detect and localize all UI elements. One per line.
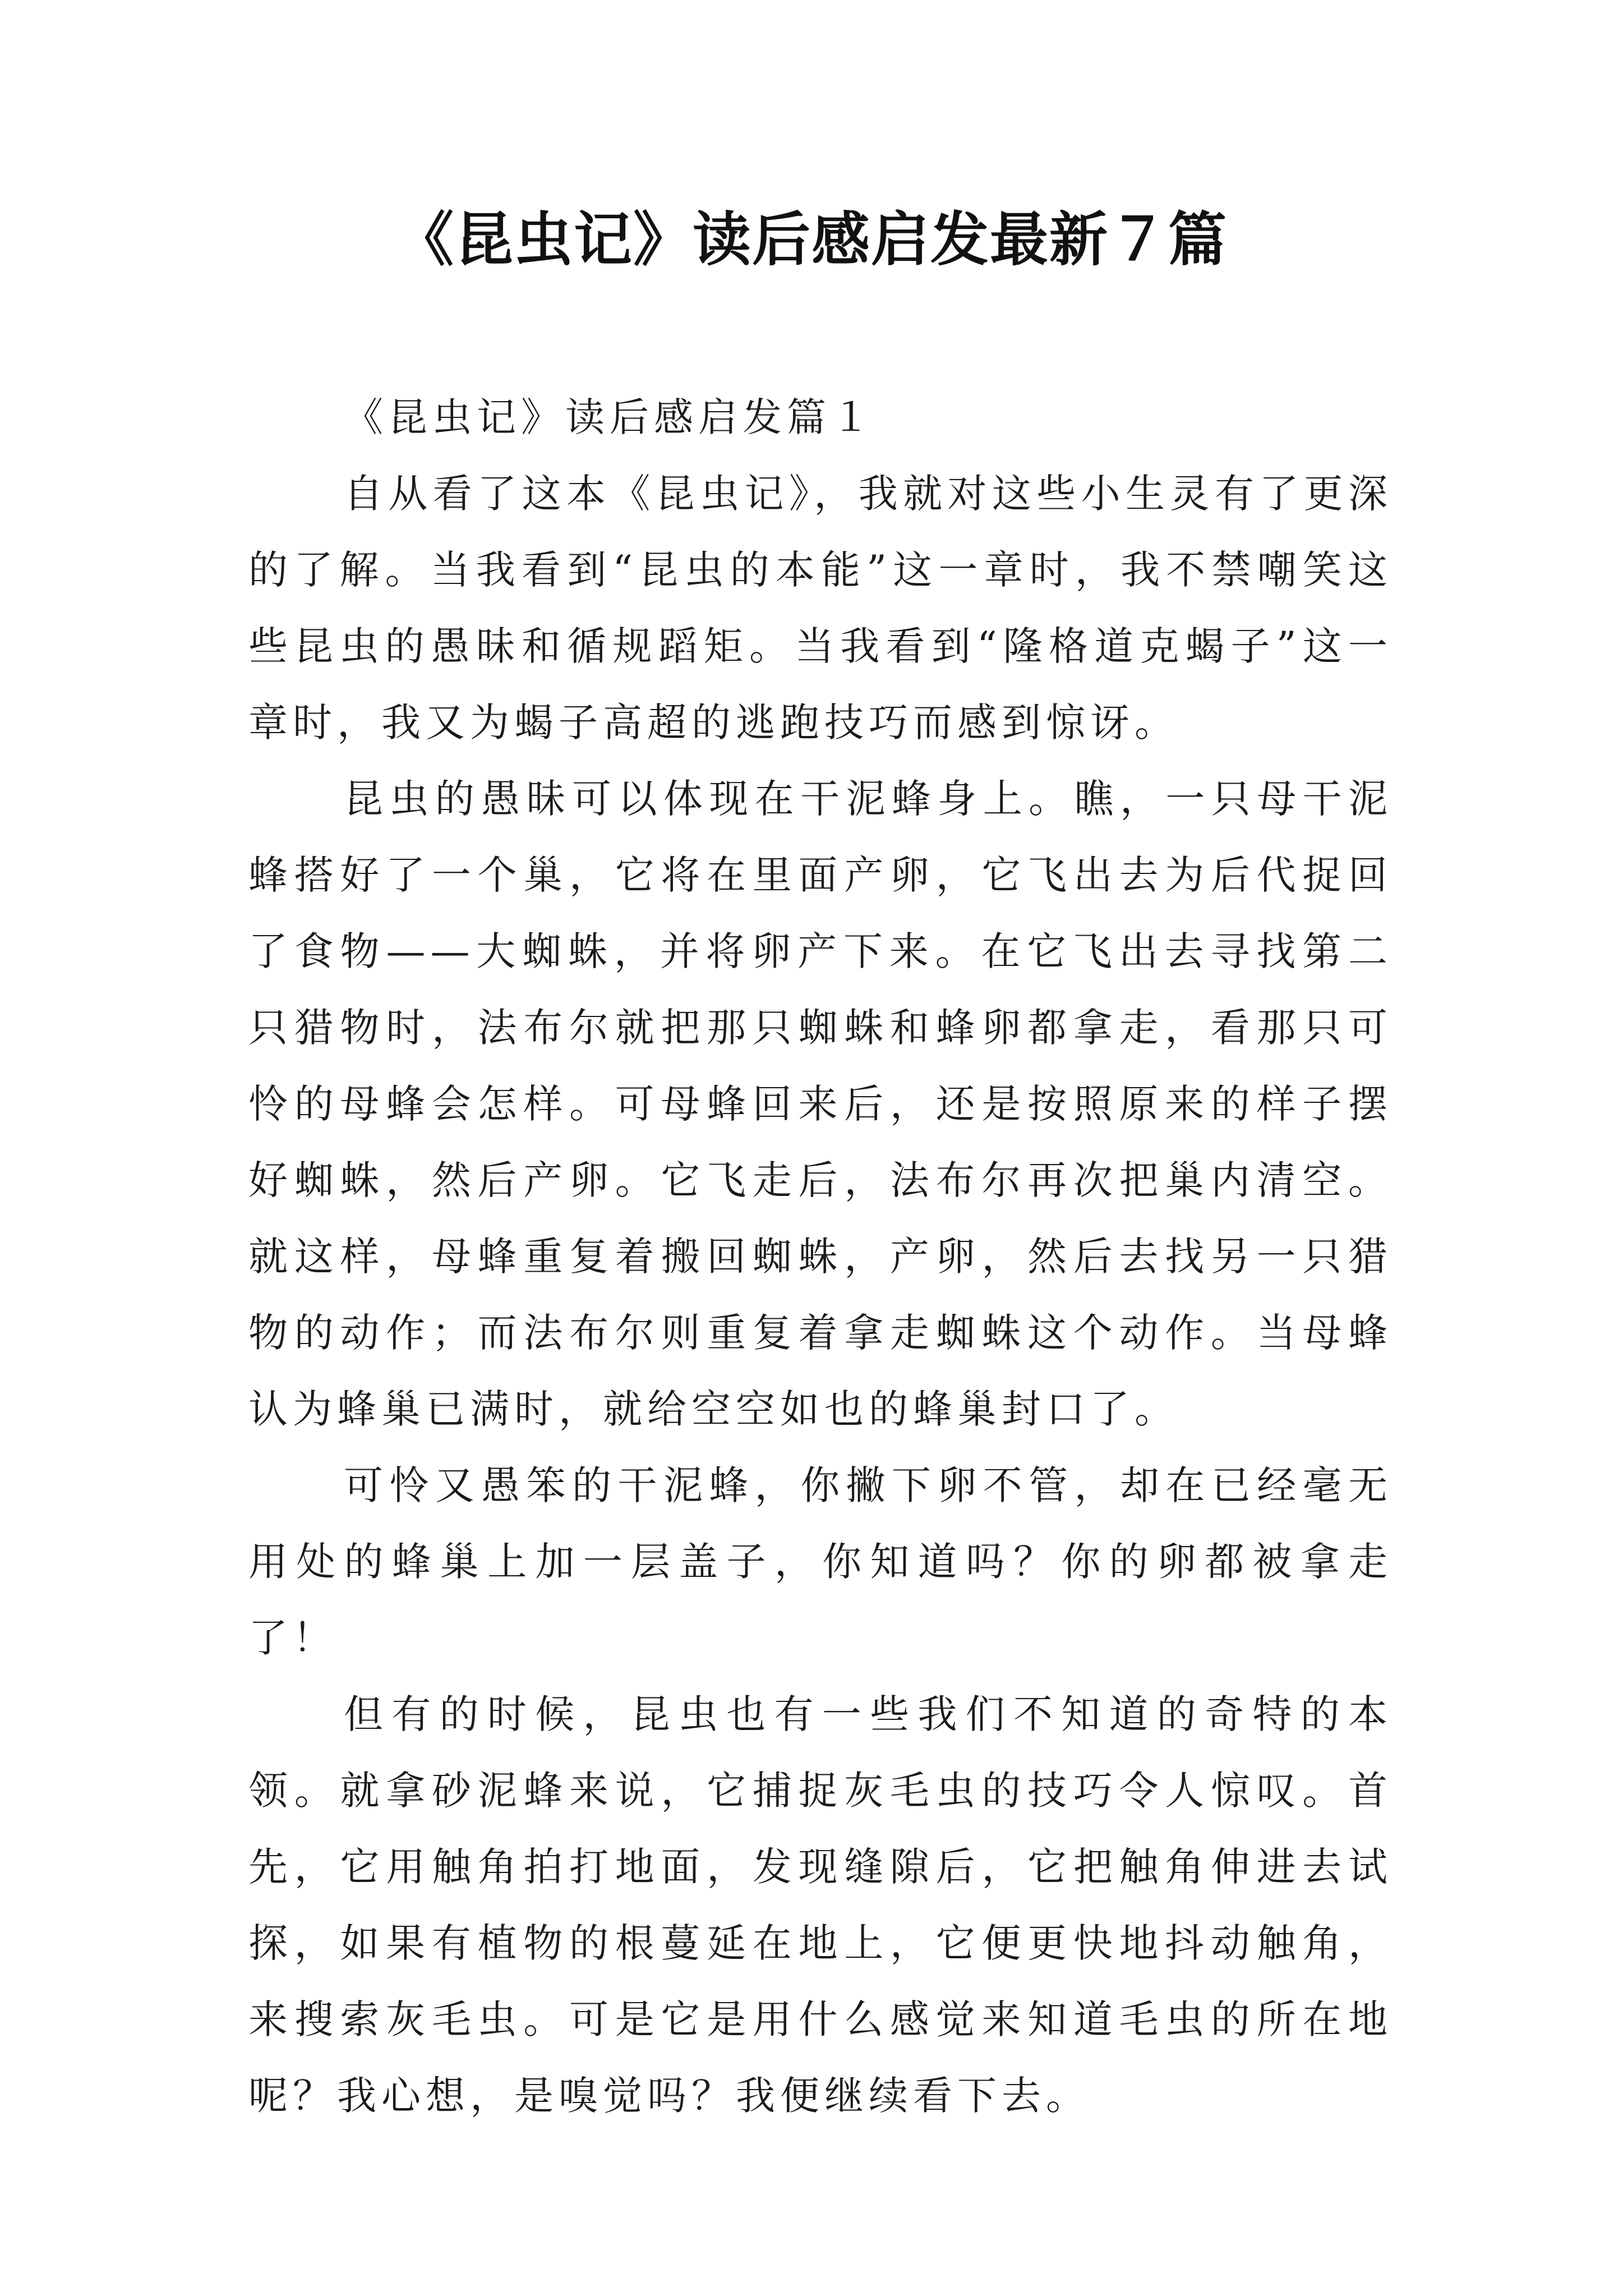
paragraph: 可怜又愚笨的干泥蜂，你撇下卵不管，却在已经毫无用处的蜂巢上加一层盖子，你知道吗？你的卵都被拿走了！ bbox=[248, 1462, 1393, 1661]
paragraph: 但有的时候，昆虫也有一些我们不知道的奇特的本领。就拿砂泥蜂来说，它捕捉灰毛虫的技巧令人惊叹。首先，它用触角拍打地面，发现缝隙后，它把触角伸进去试探，如果有植物的根蔓延在地上，它便更快地抖动触角，来搜索灰毛虫。可是它是用什么感觉来知道毛虫的所在地呢？我心想，是嗅觉吗？我便继续看下去。 bbox=[248, 1691, 1393, 2119]
paragraph: 昆虫的愚昧可以体现在干泥蜂身上。瞧，一只母干泥蜂搭好了一个巢，它将在里面产卵，它飞出去为后代捉回了食物——大蜘蛛，并将卵产下来。在它飞出去寻找第二只猎物时，法布尔就把那只蜘蛛和蜂卵都拿走，看那只可怜的母蜂会怎样。可母蜂回来后，还是按照原来的样子摆好蜘蛛，然后产卵。它飞走后，法布尔再次把巢内清空。就这样，母蜂重复着搬回蜘蛛，产卵，然后去找另一只猎物的动作；而法布尔则重复着拿走蜘蛛这个动作。当母蜂认为蜂巢已满时，就给空空如也的蜂巢封口了。 bbox=[248, 776, 1393, 1432]
document-title: 《昆虫记》读后感启发最新７篇 bbox=[395, 205, 1228, 274]
section-heading: 《昆虫记》读后感启发篇１ bbox=[344, 394, 875, 440]
document-body bbox=[248, 379, 1393, 2134]
paragraph: 自从看了这本《昆虫记》，我就对这些小生灵有了更深的了解。当我看到“昆虫的本能”这一章时，我不禁嘲笑这些昆虫的愚昧和循规蹈矩。当我看到“隆格道克蝎子”这一章时，我又为蝎子高超的逃跑技巧而感到惊讶。 bbox=[248, 471, 1393, 746]
